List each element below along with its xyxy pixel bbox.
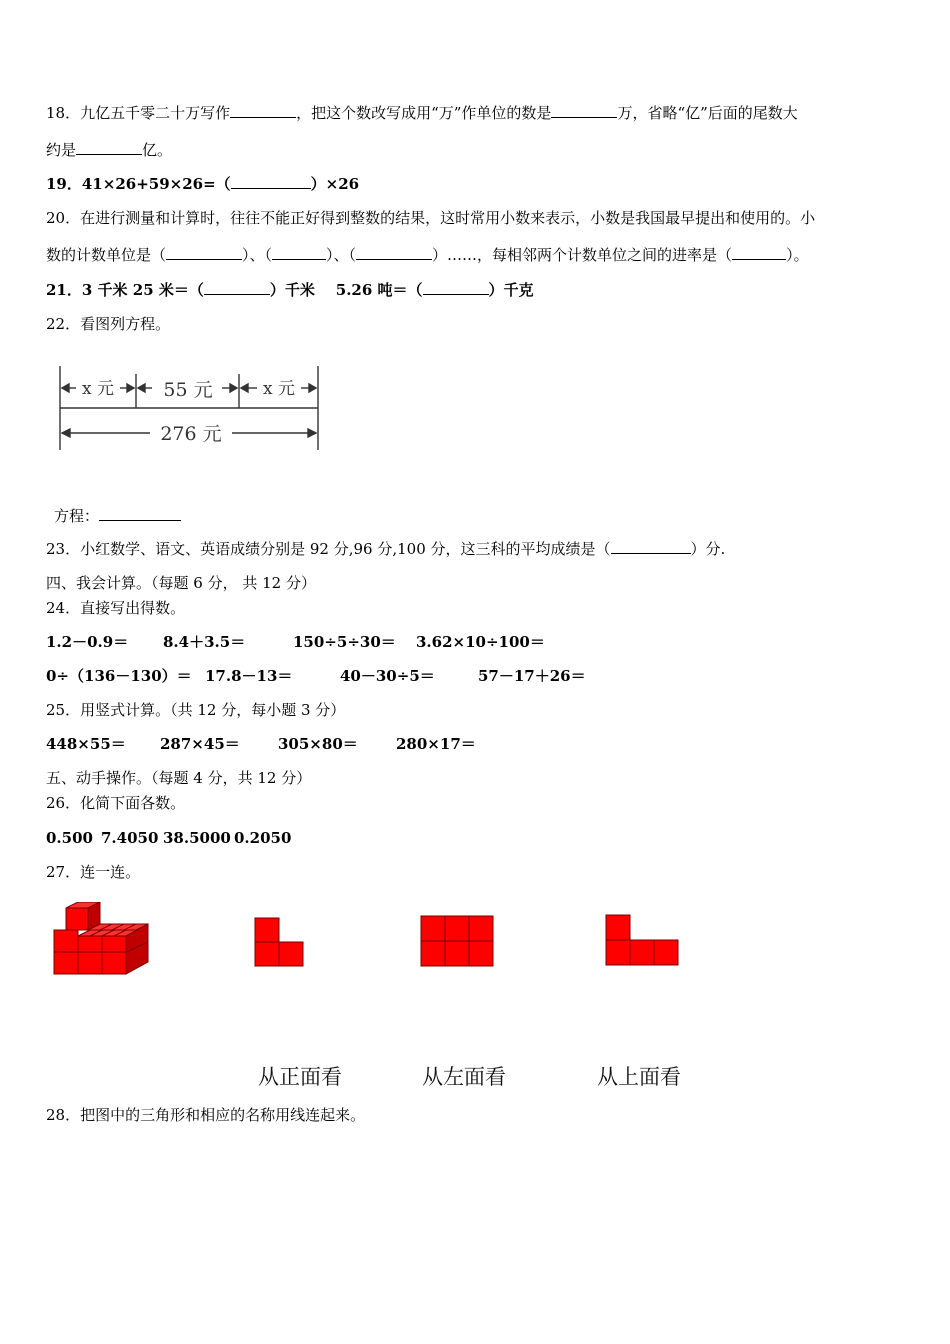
number: 0.2050 xyxy=(234,829,292,847)
expr: 448×55＝ xyxy=(46,735,126,753)
expr: 40－30÷5＝ xyxy=(340,667,435,685)
question-20-line2: 数的计数单位是（ ）、（ ）、（ ）……，每相邻两个计数单位之间的进率是（ ）。 xyxy=(46,246,809,264)
answer-blank[interactable] xyxy=(230,103,296,118)
view-shape-3 xyxy=(605,914,681,966)
question-23: 23．小红数学、语文、英语成绩分别是 92 分,96 分,100 分，这三科的平均成绩是（ ）分. xyxy=(46,540,726,558)
answer-blank[interactable] xyxy=(356,245,432,260)
answer-blank[interactable] xyxy=(272,245,326,260)
answer-blank[interactable] xyxy=(166,245,242,260)
label-55: 55 元 xyxy=(163,379,213,401)
question-20-line1: 20．在进行测量和计算时，往往不能正好得到整数的结果，这时常用小数来表示，小数是我国最早提出和使用的。小 xyxy=(46,209,816,227)
view-label-front: 从正面看 xyxy=(258,1065,342,1089)
question-24: 24．直接写出得数。 xyxy=(46,599,186,617)
question-28: 28．把图中的三角形和相应的名称用线连起来。 xyxy=(46,1106,366,1124)
answer-blank[interactable] xyxy=(76,140,142,155)
answer-blank[interactable] xyxy=(551,103,617,118)
question-26: 26．化简下面各数。 xyxy=(46,794,186,812)
expr: 280×17＝ xyxy=(396,735,476,753)
label-x-left: x 元 xyxy=(82,379,114,399)
expr: 8.4＋3.5＝ xyxy=(163,633,246,651)
question-25: 25．用竖式计算。（共 12 分，每小题 3 分） xyxy=(46,701,346,719)
question-18-line2: 约是 亿。 xyxy=(46,141,173,159)
number: 0.500 xyxy=(46,829,93,847)
equation-blank[interactable] xyxy=(99,506,181,521)
number: 7.4050 xyxy=(101,829,159,847)
question-19: 19．41×26+59×26=（ ）×26 xyxy=(46,175,360,193)
expr: 3.62×10÷100＝ xyxy=(416,633,545,651)
section-5-title: 五、动手操作。（每题 4 分，共 12 分） xyxy=(46,769,312,787)
answer-blank[interactable] xyxy=(732,245,786,260)
answer-blank[interactable] xyxy=(204,280,270,295)
segment-diagram xyxy=(54,362,329,454)
view-label-top: 从上面看 xyxy=(597,1065,681,1089)
question-22: 22．看图列方程。 xyxy=(46,315,171,333)
cube-stack-3d xyxy=(52,902,152,977)
expr: 287×45＝ xyxy=(160,735,240,753)
expr: 1.2－0.9＝ xyxy=(46,633,129,651)
expr: 17.8－13＝ xyxy=(205,667,293,685)
question-21: 21．3 千米 25 米＝（ ）千米 5.26 吨＝（ ）千克 xyxy=(46,281,534,299)
equation-line: 方程： xyxy=(54,506,181,526)
expr: 305×80＝ xyxy=(278,735,358,753)
expr: 57－17＋26＝ xyxy=(478,667,586,685)
view-label-left: 从左面看 xyxy=(422,1065,506,1089)
answer-blank[interactable] xyxy=(611,539,691,554)
label-x-right: x 元 xyxy=(263,379,295,399)
answer-blank[interactable] xyxy=(423,280,489,295)
view-shape-2 xyxy=(420,915,496,967)
question-27: 27．连一连。 xyxy=(46,863,141,881)
answer-blank[interactable] xyxy=(231,174,311,189)
section-4-title: 四、我会计算。（每题 6 分， 共 12 分） xyxy=(46,574,316,592)
label-total: 276 元 xyxy=(160,423,222,445)
expr: 0÷（136－130）＝ xyxy=(46,667,192,685)
view-shape-1 xyxy=(254,917,306,969)
question-18-line1: 18．九亿五千零二十万写作 ，把这个数改写成用“万”作单位的数是 万，省略“亿”后面的尾数大 xyxy=(46,104,798,122)
expr: 150÷5÷30＝ xyxy=(293,633,396,651)
number: 38.5000 xyxy=(163,829,231,847)
